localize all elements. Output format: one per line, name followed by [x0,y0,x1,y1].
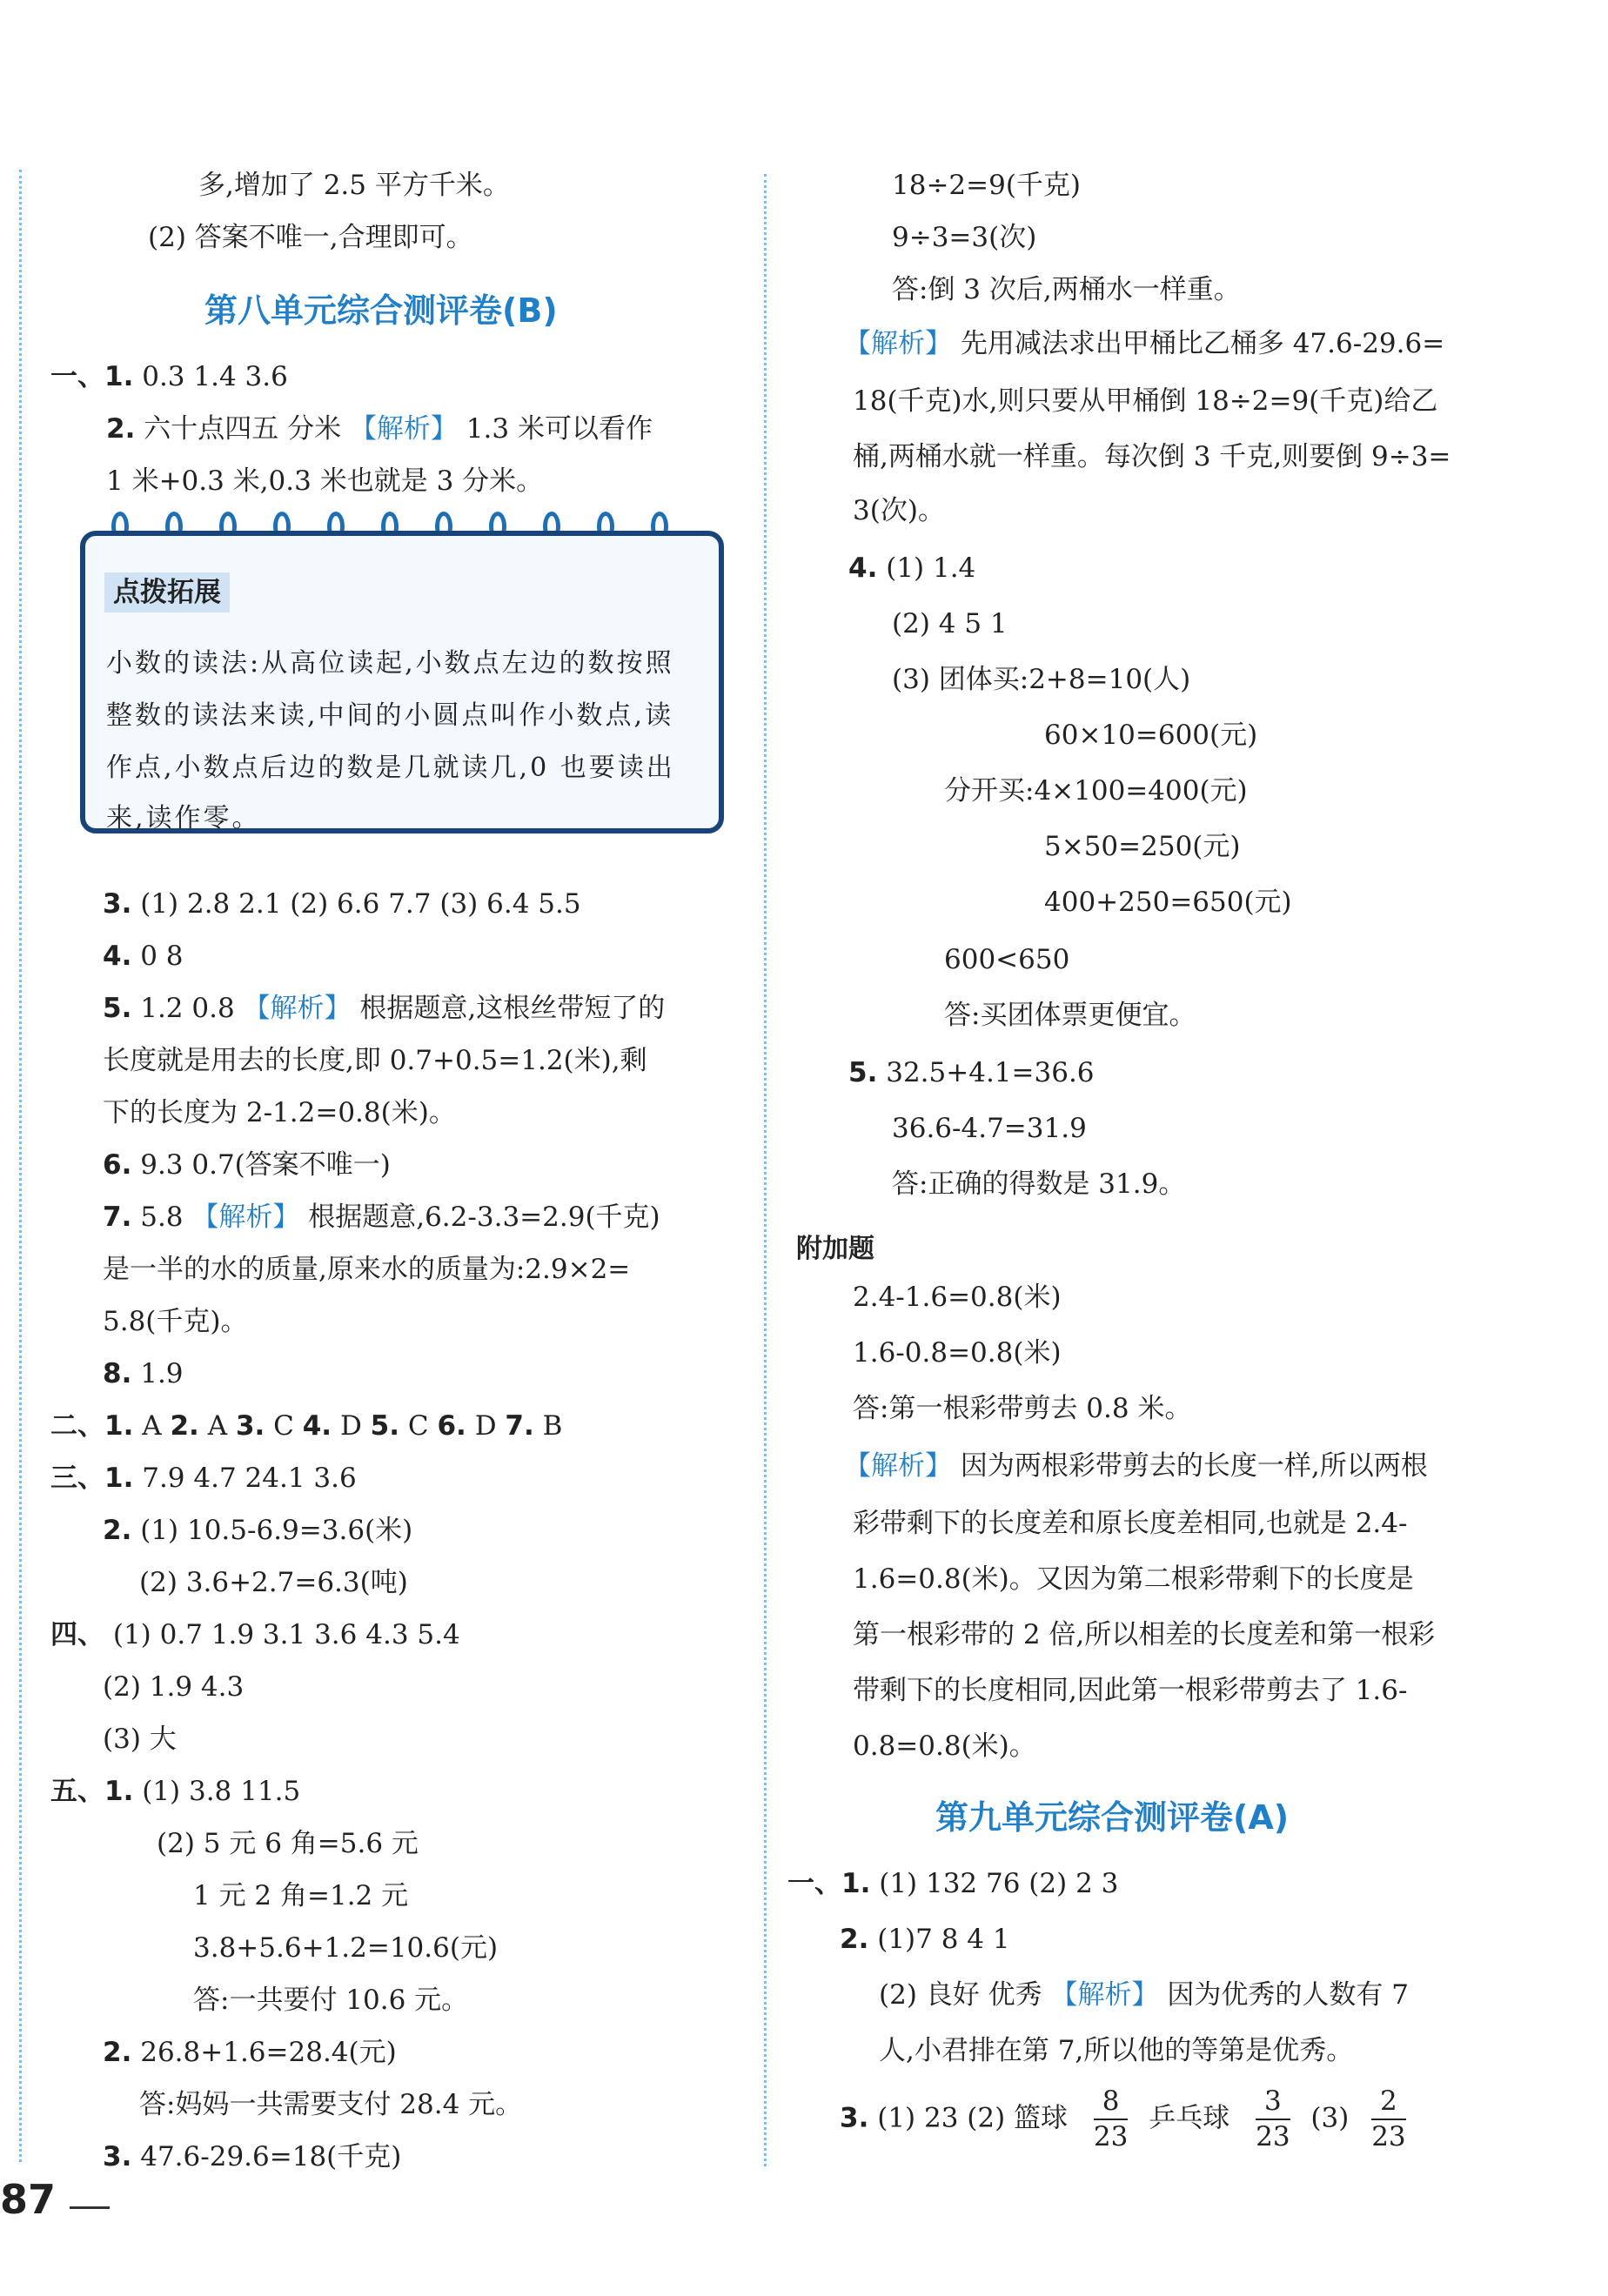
answer-line [879,1979,1409,2011]
answer-text: C [407,1410,438,1442]
answer-text: 0 8 [140,940,184,972]
answer-line-multiple-choice [50,1410,563,1442]
item-label: 8. [103,1358,132,1389]
tip-line: 作点,小数点后边的数是几就读几,0 也要读出 [106,753,675,783]
answer-text: (1) 132 76 (2) 2 3 [879,1868,1119,1899]
text-line: 第一根彩带的 2 倍,所以相差的长度差和第一根彩 [853,1619,1436,1650]
analysis-text: 先用减法求出甲桶比乙桶多 47.6-29.6= [960,328,1445,359]
item-label: 4. [848,552,878,584]
analysis-line [844,1450,1428,1482]
item-label: 四、 [50,1619,104,1650]
text-line: 答:第一根彩带剪去 0.8 米。 [853,1393,1192,1424]
analysis-text: 因为优秀的人数有 7 [1167,1979,1409,2011]
section-title-unit9-a: 第九单元综合测评卷(A) [935,1798,1290,1837]
answer-line [103,2141,402,2172]
text-line: (2) 答案不唯一,合理即可。 [148,222,473,253]
answer-text: 1.2 0.8 [140,993,244,1024]
answer-text: (1) 10.5-6.9=3.6(米) [140,1515,413,1546]
answer-text: A [207,1410,236,1442]
fraction-denominator: 23 [1256,2121,1290,2152]
text-line: (3) 大 [103,1724,177,1755]
item-label: 6. [103,1149,132,1181]
text-line: 答:正确的得数是 31.9。 [892,1168,1186,1200]
analysis-text: 根据题意,6.2-3.3=2.9(千克) [308,1202,660,1233]
answer-text: 乒乓球 [1149,2102,1230,2134]
text-line: 答:买团体票更便宜。 [944,1000,1196,1031]
item-label: 一、1. [787,1868,871,1899]
text-line: 2.4-1.6=0.8(米) [853,1282,1062,1313]
answer-line [103,995,665,1022]
text-line: 答:一共要付 10.6 元。 [193,1985,469,2016]
analysis-tag: 【解析】 [349,413,458,445]
tip-line: 整数的读法来读,中间的小圆点叫作小数点,读 [106,700,674,731]
text-line: 60×10=600(元) [1044,720,1258,751]
analysis-tag: 【解析】 [191,1202,300,1233]
answer-text: 9.3 0.7(答案不唯一) [140,1149,391,1181]
text-line: (2) 1.9 4.3 [103,1671,245,1703]
item-label: 2. [103,2037,132,2068]
answer-text: 7.9 4.7 24.1 3.6 [142,1463,357,1494]
item-label: 三、1. [50,1463,134,1494]
answer-line [103,940,184,972]
tip-box [80,531,724,833]
text-line: 1 米+0.3 米,0.3 米也就是 3 分米。 [106,465,544,497]
item-label: 5. [103,993,132,1024]
answer-line [50,1778,300,1805]
answer-line [50,361,288,392]
item-label: 7. [103,1202,132,1233]
text-line: 长度就是用去的长度,即 0.7+0.5=1.2(米),剩 [103,1045,647,1076]
text-line: 1.6-0.8=0.8(米) [853,1337,1062,1369]
analysis-text: 根据题意,这根丝带短了的 [359,993,666,1024]
answer-text: 32.5+4.1=36.6 [886,1057,1095,1088]
text-line: 答:妈妈一共需要支付 28.4 元。 [139,2089,523,2120]
answer-line [106,413,653,445]
item-label: 5. [370,1410,400,1442]
answer-line [103,1517,412,1544]
fraction [1256,2085,1290,2152]
answer-line [50,1465,357,1492]
answer-text: (2) 良好 优秀 [879,1979,1051,2011]
text-line: 0.8=0.8(米)。 [853,1730,1036,1762]
answer-text: A [142,1410,171,1442]
answer-text: B [542,1410,563,1442]
item-label: 2. [170,1410,199,1442]
fraction [1093,2085,1129,2152]
answer-text: D [474,1410,506,1442]
text-line: 3.8+5.6+1.2=10.6(元) [193,1932,499,1964]
analysis-text: 1.3 米可以看作 [466,413,653,445]
answer-line [103,2039,397,2066]
fraction-numerator: 2 [1371,2088,1405,2120]
text-line: 36.6-4.7=31.9 [892,1113,1087,1144]
text-line: 桶,两桶水就一样重。每次倒 3 千克,则要倒 9÷3= [853,441,1451,472]
text-line: 答:倒 3 次后,两桶水一样重。 [892,274,1241,305]
answer-text: 5.8 [140,1202,192,1233]
text-line: (2) 5 元 6 角=5.6 元 [157,1828,419,1859]
answer-line [103,888,581,920]
fraction [1371,2085,1406,2152]
text-line: 是一半的水的质量,原来水的质量为:2.9×2= [103,1254,631,1285]
item-label: 一、1. [50,361,134,392]
item-label: 6. [437,1410,466,1442]
analysis-tag: 【解析】 [243,993,352,1024]
text-line: 18÷2=9(千克) [892,170,1082,201]
item-label: 4. [103,940,132,972]
item-label: 5. [848,1057,878,1088]
answer-text: (1) 0.7 1.9 3.1 3.6 4.3 5.4 [112,1619,460,1650]
extra-question-heading: 附加题 [796,1234,874,1264]
answer-text: (1) 1.4 [886,552,976,584]
column-divider [764,174,767,2166]
left-margin-rule [19,170,22,2162]
answer-line [103,1358,184,1389]
item-label: 2. [106,413,136,445]
text-line: 1.6=0.8(米)。又因为第二根彩带剩下的长度是 [853,1563,1414,1595]
tip-line: 小数的读法:从高位读起,小数点左边的数按照 [106,648,674,679]
answer-text: 26.8+1.6=28.4(元) [140,2037,397,2068]
fraction-numerator: 8 [1094,2088,1128,2120]
item-label: 3. [840,2102,869,2134]
item-label: 2. [840,1924,869,1955]
text-line: 3(次)。 [853,495,945,526]
text-line: 9÷3=3(次) [892,222,1037,253]
text-line: (3) 团体买:2+8=10(人) [892,664,1191,695]
analysis-tag: 【解析】 [844,328,952,359]
page-number-rule [70,2206,110,2209]
tip-line: 来,读作零。 [106,803,261,833]
text-line: 彩带剩下的长度差和原长度差相同,也就是 2.4- [853,1508,1408,1539]
item-label: 五、1. [50,1776,134,1807]
answer-text: (1) 2.8 2.1 (2) 6.6 7.7 (3) 6.4 5.5 [140,888,581,920]
text-line: 多,增加了 2.5 平方千米。 [198,170,510,201]
answer-line [50,1619,460,1650]
item-label: 3. [235,1410,265,1442]
text-line: 600<650 [944,944,1070,975]
fraction-denominator: 23 [1371,2121,1406,2152]
item-label: 4. [302,1410,332,1442]
text-line: 分开买:4×100=400(元) [944,775,1248,807]
answer-text: 0.3 1.4 3.6 [142,361,288,392]
answer-text: 1.9 [140,1358,184,1389]
item-label: 7. [505,1410,534,1442]
answer-text: D [339,1410,371,1442]
tip-label: 点拨拓展 [104,572,230,612]
page-number: 87 [0,2176,57,2223]
answer-line [103,1204,660,1231]
fraction-denominator: 23 [1093,2121,1129,2152]
text-line: 400+250=650(元) [1044,887,1292,918]
answer-text: (1) 3.8 11.5 [142,1776,301,1807]
analysis-text: 因为两根彩带剪去的长度一样,所以两根 [960,1450,1428,1482]
text-line: (2) 4 5 1 [892,608,1008,639]
text-line: 人,小君排在第 7,所以他的等第是优秀。 [879,2035,1354,2066]
text-line: 1 元 2 角=1.2 元 [193,1880,409,1911]
answer-text: 六十点四五 分米 [144,413,350,445]
answer-line [103,1149,391,1181]
answer-line [848,1057,1095,1088]
answer-text: 47.6-29.6=18(千克) [140,2141,402,2172]
answer-line-fractions [840,2085,1406,2152]
text-line: 18(千克)水,则只要从甲桶倒 18÷2=9(千克)给乙 [853,385,1438,417]
item-label: 3. [103,888,132,920]
analysis-line [844,328,1445,359]
item-label: 2. [103,1515,132,1546]
text-line: 5×50=250(元) [1044,831,1241,862]
item-label: 3. [103,2141,132,2172]
answer-text: C [273,1410,303,1442]
section-title-unit8-b: 第八单元综合测评卷(B) [204,291,558,330]
answer-line [848,552,976,584]
text-line: 下的长度为 2-1.2=0.8(米)。 [103,1097,456,1128]
answer-text: (1)7 8 4 1 [877,1924,1010,1955]
answer-line [787,1868,1119,1899]
answer-text: (3) [1310,2102,1350,2134]
answer-text: (1) 23 (2) 篮球 [877,2102,1069,2134]
text-line: 带剩下的长度相同,因此第一根彩带剪去了 1.6- [853,1675,1408,1706]
text-line: (2) 3.6+2.7=6.3(吨) [139,1567,408,1598]
answer-line [840,1926,1010,1953]
analysis-tag: 【解析】 [844,1450,952,1482]
text-line: 5.8(千克)。 [103,1306,248,1337]
analysis-tag: 【解析】 [1050,1979,1159,2011]
item-label: 二、1. [50,1410,134,1442]
fraction-numerator: 3 [1256,2088,1290,2120]
